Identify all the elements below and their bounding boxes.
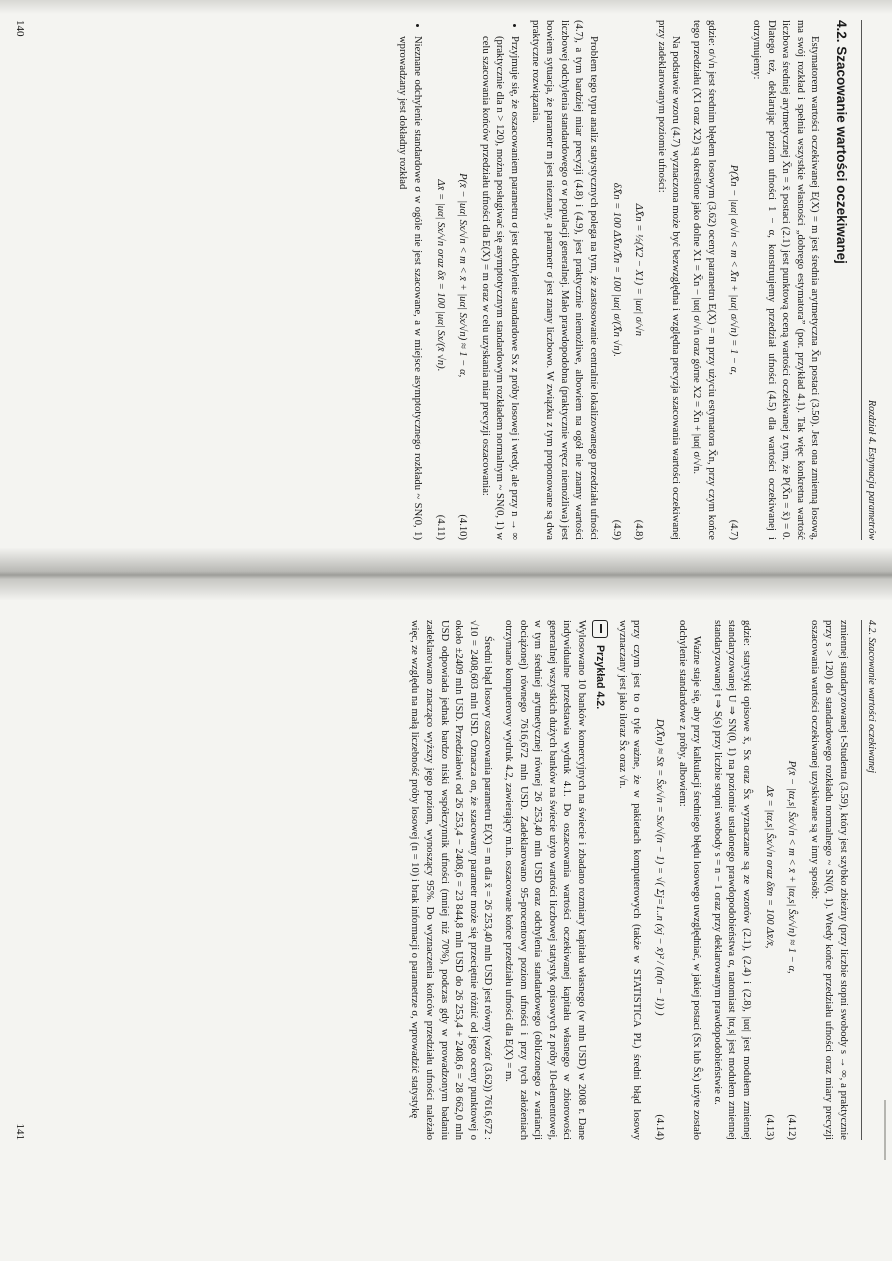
page-141 <box>6 620 886 1140</box>
equation-formula: Δx̄ = |tα,s| Ŝx/√n oraz δx̄n = 100 Δx̄/x̄, <box>763 785 775 949</box>
page-140 <box>6 20 886 540</box>
equation-formula: P(x̄ − |tα,s| Ŝx/√n < m < x̄ + |tα,s| Ŝx/√n) ≈ 1 − α, <box>786 760 798 974</box>
paragraph: przy czym jest to o tyle ważne, że w pakietach komputerowych (także w STATISTICA PL) średni błąd losowy wyznaczany jest jako iloraz Ŝx oraz √n. <box>616 620 643 1140</box>
equation-formula: P(x̄ − |uα| Sx/√n < m < x̄ + |uα| Sx/√n) ≈ 1 − α, <box>457 173 469 378</box>
solution-list <box>395 20 521 540</box>
page-body <box>401 620 850 1140</box>
equation-4-7 <box>726 20 741 540</box>
header-rule <box>861 620 862 1140</box>
equation-4-14 <box>651 620 666 1140</box>
equation-4-10 <box>455 36 470 540</box>
equation-4-11 <box>432 36 447 540</box>
equation-number: (4.9) <box>610 519 622 540</box>
equation-formula: δX̄n = 100 ΔX̄n/X̄n = 100 |uα| σ/(X̄n √n). <box>610 182 622 357</box>
equation-number: (4.7) <box>728 519 740 540</box>
equation-formula: D(X̄n) ≈ Sx̄ = Ŝx/√n = Sx/√(n − 1) = √( Σj=1..n (xj − x̄)² / (n(n − 1)) ) <box>653 718 665 1016</box>
paragraph: gdzie: statystyki opisowe x̄, Sx oraz Ŝx wyznaczane są ze wzorów (2.1), (2.4) i (2.8), |uα| jest modułem zmiennej standaryzowanej U ⇒ SN(0, 1) na poziomie ustalonego prawdopodobieństwa α, natomiast |tα,s| jest modułem zmiennej standaryzowanej t ⇒ S(s) przy liczbie stopni swobody s = n − 1 oraz przy deklarowanym prawdopodobieństwie α. <box>711 620 752 1140</box>
equation-number: (4.13) <box>763 1114 775 1140</box>
paragraph: Wylosowano 10 banków komercyjnych na świecie i zbadano rozmiary kapitału własnego (w mln USD) w 2008 r. Dane indywidualne przedstawia wydruk 4.1. Do oszacowania wartości oczekiwanej kapitału własnego w zbiorowości generalnej wszystkich dużych banków na świecie użyto wartości liczbowej statystyk opisowych z próby 10-elementowej, w tym średniej arytmetycznej równej 26 253,40 mln USD oraz odchylenia standardowego (obliczonego z wariancji obciążonej) równego 7616,672 mln USD. Zadeklarowano 95-procentowy poziom ufności i przy tych założeniach otrzymano komputerowy wydruk 4.2, zawierający m.in. oszacowane końce przedziału ufności dla E(X) = m. <box>503 620 588 1140</box>
equation-4-9 <box>608 20 623 540</box>
equation-formula: Δx̄ = |uα| Sx/√n oraz δx̄ = 100 |uα| Sx/(x̄ √n). <box>434 179 446 372</box>
equation-4-12 <box>784 620 799 1140</box>
equation-number: (4.11) <box>434 514 446 540</box>
page-body <box>389 20 850 540</box>
section-title: 4.2. Szacowanie wartości oczekiwanej <box>834 20 849 264</box>
equation-formula: P(X̄n − |uα| σ/√n < m < X̄n + |uα| σ/√n) = 1 − α, <box>728 164 740 375</box>
page-number: 141 <box>14 1123 27 1140</box>
paragraph: Problem tego typu analiz statystycznych polega na tym, że zastosowanie centralnie lokalizowanego przedziału ufności (4.7), a tym bardziej miar precyzji (4.8) i (4.9), jest praktycznie niemożliwe, albowiem na ogół nie znamy wartości liczbowej odchylenia standardowego σ w populacji generalnej. Mało prawdopodobna (praktycznie wręcz niemożliwa) jest bowiem sytuacja, że parametr m jest nieznany, a parametr σ jest znany liczbowo. W związku z tym proponowane są dwa praktyczne rozwiązania. <box>529 20 600 540</box>
equation-number: (4.12) <box>786 1114 798 1140</box>
list-item <box>432 36 521 540</box>
list-item-text: Nieznane odchylenie standardowe σ w ogóle nie jest szacowane, a w miejsce asymptotycznego rozkładu ~ SN(0, 1) wprowadzany jest dokładny rozkład <box>397 36 423 540</box>
running-head: Rozdział 4. Estymacja parametrów <box>866 400 877 540</box>
running-head: 4.2. Szacowanie wartości oczekiwanej <box>866 620 877 774</box>
header-rule <box>861 20 862 540</box>
equation-4-8 <box>631 20 646 540</box>
equation-formula: ΔX̄n = ½(X2 − X1) = |uα| σ/√n <box>633 203 645 337</box>
page-number: 140 <box>14 20 27 37</box>
equation-number: (4.8) <box>633 519 645 540</box>
page-140-slot <box>0 0 892 560</box>
list-item-text: Przyjmuje się, że oszacowaniem parametru σ jest odchylenie standardowe Sx z próby losowej i wtedy, ale przy n → ∞ (praktycznie dla n > 120), można posługiwać się asymptotycznym standardowym rozkładem normalnym ~ SN(0, 1) w celu szacowania końców przedziału ufności dla E(X) = m oraz w celu uzyskania miar precyzji oszacowania: <box>479 36 521 540</box>
page-141-slot <box>0 600 892 1160</box>
equation-4-13 <box>761 620 776 1140</box>
paragraph: zmiennej standaryzowanej t-Studenta (3.59), który jest szybko zbieżny (przy liczbie stopni swobody s → ∞, a praktycznie przy s > 120) do standardowego rozkładu normalnego ~ SN(0, 1). Wtedy końce przedziału ufności oraz miary precyzji oszacowania wartości oczekiwanej uzyskiwane są w inny sposób: <box>808 620 849 1140</box>
paragraph: gdzie: σ/√n jest średnim błędem losowym (3.62) oceny parametru E(X) = m przy użyciu estymatora X̄n, przy czym końce tego przedziału (X1 oraz X2) są określone jako dolne X1 = X̄n − |uα| σ/√n oraz górne X2 = X̄n + |uα| σ/√n. <box>691 20 717 540</box>
equation-number: (4.10) <box>457 514 469 540</box>
paragraph: Ważne staje się, aby przy kalkulacji średniego błędu losowego uwzględniać, w jakiej postaci (Sx lub Ŝx) użyte zostało odchylenie standardowe z próby, albowiem: <box>676 620 703 1140</box>
paragraph: Estymatorem wartości oczekiwanej E(X) = m jest średnia arytmetyczna X̄n postaci (3.50). Jest ona zmienną losową, ma swój rozkład i spełnia wszystkie własności „dobrego estymatora” (por. przykład 4.1). Tak więc konkretna wartość liczbowa średniej arytmetycznej X̄n = x̄ postaci (2.1) jest punktową oceną wartości oczekiwanej z tym, że P(X̄n = x̄) = 0. Dlatego też, deklarując poziom ufności 1 − α, konstruujemy przedział ufności (4.5) dla wartości oczekiwanej i otrzymujemy: <box>750 20 821 540</box>
paragraph: Na podstawie wzoru (4.7) wyznaczona może być bezwzględna i względna precyzja szacowania wartości oczekiwanej przy zadeklarowanym poziomie ufności: <box>655 20 682 540</box>
example-title: Przykład 4.2. <box>594 644 607 710</box>
pointing-hand-icon <box>592 620 608 638</box>
paragraph: Średni błąd losowy oszacowania parametru E(X) = m dla x̄ = 26 253,40 mln USD jest równy (wzór (3.62)) 7616,672 : √10 = 2408,603 mln USD. Oznacza on, że szacowany parametr może się przeciętnie różnić od jego oceny punktowej o około ±2409 mln USD. Przedziałowi od 26 253,4 − 2408,6 = 23 844,8 mln USD do 26 253,4 + 2408,6 = 28 662,0 mln USD odpowiada jednak bardzo niski współczynnik ufności (mniej niż 70%), podczas gdy w prowadzonym badaniu zadeklarowano znacząco wyższy jego poziom, wynoszący 95%. Do wyznaczenia końców przedziału ufności należało więc, ze względu na małą liczebność próby losowej (n = 10) i brak informacji o parametrze σ, wprowadzić statystykę <box>409 620 494 1140</box>
equation-number: (4.14) <box>653 1114 665 1140</box>
example-heading <box>592 620 608 1140</box>
list-item <box>395 36 424 540</box>
